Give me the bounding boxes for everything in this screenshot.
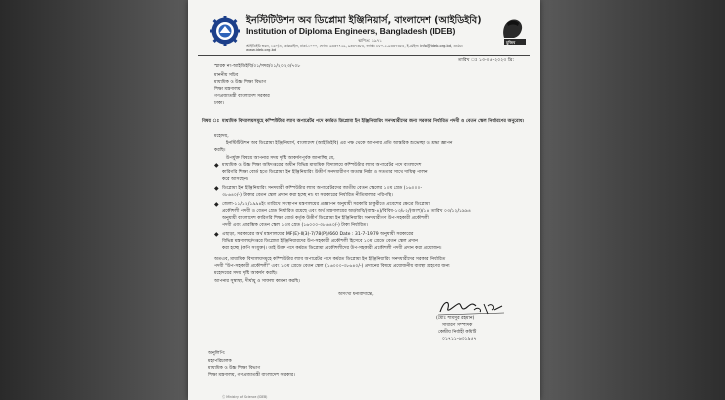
point-line: মাধ্যমিক ও উচ্চ শিক্ষা অধিদপ্তরের অধীন বিভিন্ন মাধ্যমিক বিদ্যালয়ে কম্পিউটার ল্যাব অপারেটর পদে বাংলাদেশ xyxy=(222,163,422,168)
regards: অসংখ্য ধন্যবাদান্তে, xyxy=(338,292,374,297)
point-line: এছাড়া, সরকারের অর্থ মন্ত্রণালয়ের MF(E)-Ⅱ(3)-7/78(P)/660 Date : 31-7-1979 অনুযায়ী সরকারের xyxy=(222,232,414,237)
closing-line: পদবী "উপ-সহকারী প্রকৌশলী" এবং ১০ম গ্রেডে বেতন স্কেল (১৬০০০-৩৮৬৪০/-) প্রদানের বিষয়ে প্রয়োজনীয় ব্যবস্থা গ্রহণের জন্য xyxy=(214,264,450,269)
copy-to-line: মহাপরিচালক xyxy=(208,359,232,364)
closing-line: মহোদয়ের সদয় দৃষ্টি আকর্ষণ করছি। xyxy=(214,271,278,276)
subject-label: বিষয় ঃ xyxy=(202,119,220,124)
reference-number: স্মারক নং-আইডিইবি/০১/সদর/০১/২০২৩/৭০৮ xyxy=(214,64,301,69)
signatory-committee: কেন্দ্রীয় নির্বাহী কমিটি xyxy=(438,330,477,335)
point-line: কারিগরি শিক্ষা বোর্ড হতে ডিপ্লোমা ইন ইঞ্জিনিয়ারিং উত্তীর্ণ সনদধারীগণ অত্যন্ত নিষ্ঠা ও সততার সাথে দায়িত্ব পালন xyxy=(222,170,428,175)
established-label: স্থাপিত: ১৯৭১ xyxy=(358,38,382,43)
header-divider xyxy=(198,55,530,56)
intro-line: করছি। xyxy=(214,148,226,153)
point-line: অনুযায়ী বাংলাদেশ কারিগরি শিক্ষা বোর্ড কর্তৃক উত্তীর্ণ ডিপ্লোমা ইন ইঞ্জিনিয়ারিং সনদধারীগণ উপ-সহকারী প্রকৌশলী xyxy=(222,216,429,221)
copy-to-line: মাধ্যমিক ও উচ্চ শিক্ষা বিভাগ xyxy=(208,366,261,371)
letter-date: তারিখ ঃ ১৩-০৫-২০২৩ খ্রি: xyxy=(457,58,514,63)
bullet-icon: ◆ xyxy=(214,162,219,169)
backdrop-right xyxy=(540,0,725,400)
recipient-line: ঢাকা। xyxy=(214,101,225,106)
closing-line: আপনার সুস্বাস্থ্য, দীর্ঘায়ু ও সাফল্য কামনা করছি। xyxy=(214,279,300,284)
closing-line: অতএব, মাধ্যমিক বিদ্যালয়সমূহে কম্পিউটার ল্যাব অপারেটর পদে কর্মরত ডিপ্লোমা ইন ইঞ্জিনিয়ারিং সনদধারীদের সরকার নির্ধারিত xyxy=(214,257,446,262)
recipient-line: গণপ্রজাতন্ত্রী বাংলাদেশ সরকার xyxy=(214,94,270,99)
signatory-name: (মোঃ শামসুর রহমান) xyxy=(436,316,475,321)
gear-logo-icon xyxy=(210,16,240,46)
backdrop-left xyxy=(0,0,188,400)
bullet-icon: ◆ xyxy=(214,231,219,238)
intro-line: ইনস্টিটিউশন অব ডিপ্লোমা ইঞ্জিনিয়ার্স, বাংলাদেশ (আইডিইবি) এর পক্ষ থেকে আপনার প্রতি আন্তরিক শুভেচ্ছা ও শ্রদ্ধা জ্ঞাপন xyxy=(226,141,453,146)
recipient-line: মাননীয় সচিব xyxy=(214,73,239,78)
signatory-phone: ০১৭১১-৬৩১৯৫৭ xyxy=(442,337,477,342)
signatory-designation: সাধারণ সম্পাদক xyxy=(442,323,473,328)
footnote: Ⓒ Ministry of Science (IDEB) xyxy=(222,395,268,399)
salutation: মহোদয়, xyxy=(214,134,229,139)
recipient-line: শিক্ষা মন্ত্রণালয় xyxy=(214,87,241,92)
point-line: পদবী এবং প্রারম্ভিক বেতন স্কেল ১০ম গ্রেড (১৬০০০-৩৮৬৪০/-) টাকা নির্ধারিত। xyxy=(222,223,369,228)
letter-sheet xyxy=(188,0,540,400)
point-line: প্রকৌশলী পদবী ও বেতন গ্রেড নির্ধারিত রয়েছে এবং অর্থ মন্ত্রণালয়ের অম/অবি/(বাস্ত-৪)/বিবিধ-১৩/৮২/(অংশ)/১৪ তারিখ ০৩/১২/১৯৯৪ xyxy=(222,209,471,214)
bullet-icon: ◆ xyxy=(214,201,219,208)
point-line: করে আসছেন। xyxy=(222,177,249,182)
subject-text: মাধ্যমিক বিদ্যালয়সমূহে কম্পিউটার ল্যাব অপারেটর পদে কর্মরত ডিপ্লোমা ইন ইঞ্জিনিয়ারিং সনদধারীদের জন্য সরকার নির্ধারিত পদবী ও বেতন স্কেল নির্ধারণের অনুরোধ। xyxy=(222,119,525,124)
address-line: আইডিইবি ভবন, ১৬০/এ, কাকরাইল, ঢাকা-১০০০, ফোন: ৯৩৩৭৭২৯, ৯৩৩৭৩৮৪, ফ্যাক্স: ৮৮০-২-৯৩৩৭৩৮৪, ই-মেইল: info@ideb.org.bd, ওয়েব: www.ideb.org.bd xyxy=(246,43,463,53)
org-name-bengali: ইনস্টিটিউশন অব ডিপ্লোমা ইঞ্জিনিয়ার্স, বাংলাদেশ (আইডিইবি) xyxy=(246,15,482,26)
org-name-english: Institution of Diploma Engineers, Bangladesh (IDEB) xyxy=(246,26,456,36)
letterhead-address xyxy=(246,39,494,53)
copy-to-label: অনুলিপি: xyxy=(208,351,226,356)
point-line: ডিপ্লোমা ইন ইঞ্জিনিয়ারিং সনদধারী কম্পিউটার ল্যাব অপারেটরদের জাতীয় বেতন স্কেলের ১০ম গ্রেড (১৬০০০- xyxy=(222,186,423,191)
handwritten-signature-icon xyxy=(436,296,506,318)
point-line: জেলা-১১/১২/১৯৯৪ইং তারিখে সংস্থাপন মন্ত্রণালয়ের প্রজ্ঞাপন অনুযায়ী সরকারি চাকুরীতে প্রবেশের ক্ষেত্রে ডিপ্লোমা xyxy=(222,202,430,207)
portrait-caption: মুজিব xyxy=(506,40,516,45)
point-line: ৩৮৬৪০/-) টাকার বেতন স্কেল প্রদান করা হচ্ছে না। যা সরকারের নির্ধারিত নীতিমালার পরিপন্থি। xyxy=(222,193,393,198)
point-line: বিভিন্ন মন্ত্রণালয়/দপ্তরে ডিপ্লোমা ইঞ্জিনিয়ারদের উপ-সহকারী প্রকৌশলী হিসেবে ১০ম গ্রেডে বেতন স্কেল প্রদান xyxy=(222,239,418,244)
copy-to-line: শিক্ষা মন্ত্রণালয়, গণপ্রজাতন্ত্রী বাংলাদেশ সরকার। xyxy=(208,373,295,378)
recipient-line: মাধ্যমিক ও উচ্চ শিক্ষা বিভাগ xyxy=(214,80,267,85)
point-line: করা হচ্ছে (কপি সংযুক্ত)। তাই উক্ত পদে কর্মরত ডিপ্লোমা প্রকৌশলীদের উপ-সহকারী প্রকৌশলী পদবী প্রদান করা প্রয়োজন। xyxy=(222,246,442,251)
bullet-icon: ◆ xyxy=(214,185,219,192)
intro-line: উপর্যুক্ত বিষয়ে আপনার সদয় দৃষ্টি আকর্ষণপূর্বক জানাচ্ছি যে, xyxy=(226,156,335,161)
